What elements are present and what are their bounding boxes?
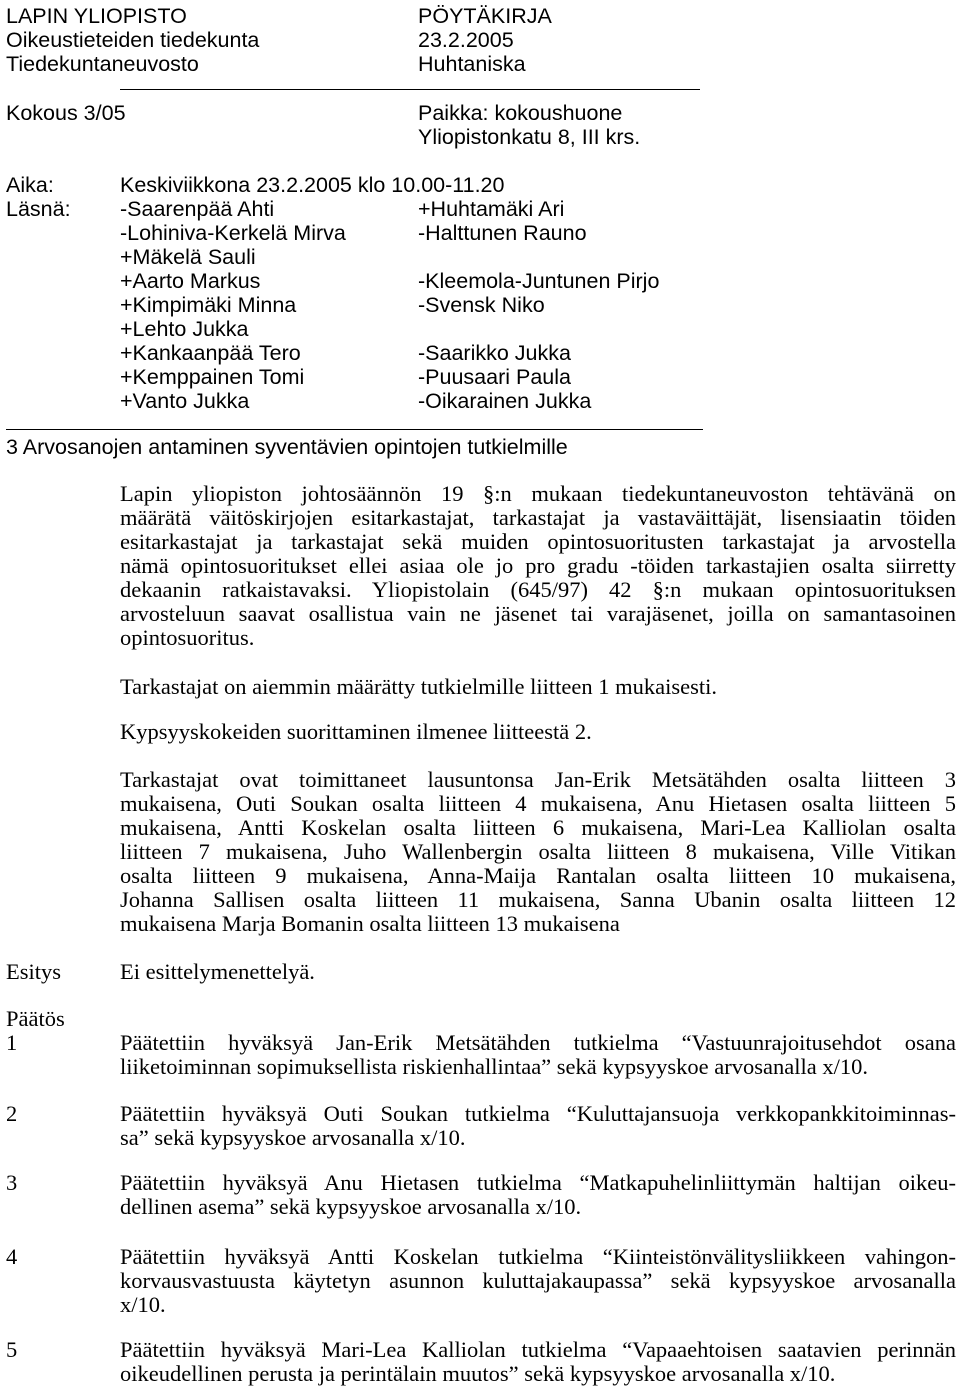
decision-number: 1: [6, 1030, 18, 1055]
decision-item: [120, 1338, 956, 1386]
paragraph-line: Johanna Sallisen osalta liitteen 11 mukaisena, Sanna Ubanin osalta liitteen 12: [120, 887, 956, 912]
attendee-left: -Saarenpää Ahti: [120, 197, 275, 221]
paragraph-line: liitteen 7 mukaisena, Juho Wallenbergin osalta liitteen 8 mukaisena, Ville Vitikan: [120, 839, 956, 864]
attendee-right: +Huhtamäki Ari: [418, 197, 565, 221]
paragraph-line: opintosuoritus.: [120, 625, 255, 650]
decision-line: Päätettiin hyväksyä Antti Koskelan tutkielma “Kiinteistönvälitysliikkeen vahingon-: [120, 1244, 956, 1269]
decision-item: [120, 1031, 956, 1079]
proposal-label: Esitys: [6, 959, 62, 984]
document-type: PÖYTÄKIRJA: [418, 4, 552, 28]
decision-line: x/10.: [120, 1292, 166, 1317]
proposal-text: Ei esittelymenettelyä.: [120, 959, 315, 984]
paragraph-line: mukaisena Marja Bomanin osalta liitteen 13 mukaisena: [120, 911, 620, 936]
decision-line: oikeudellinen perusta ja perintälain muutos” sekä kypsyyskoe arvosanalla x/10.: [120, 1361, 836, 1386]
paragraph-line: nämä opintosuoritukset ellei asiaa ole jo pro gradu -töiden tarkastajien osalta siirretty: [120, 553, 956, 578]
paragraph-line: mukaisena, Antti Koskelan osalta liitteen 6 mukaisena, Mari-Lea Kalliolan osalta: [120, 815, 956, 840]
decision-number: 3: [6, 1170, 18, 1195]
attendee-left: +Mäkelä Sauli: [120, 245, 256, 269]
attendee-right: -Saarikko Jukka: [418, 341, 571, 365]
section-divider: [6, 429, 703, 430]
decision-number: 2: [6, 1101, 18, 1126]
attendee-left: -Lohiniva-Kerkelä Mirva: [120, 221, 346, 245]
attendee-right: -Kleemola-Juntunen Pirjo: [418, 269, 660, 293]
decision-label: Päätös: [6, 1006, 65, 1031]
meeting-number: Kokous 3/05: [6, 101, 126, 125]
paragraph-line: Tarkastajat ovat toimittaneet lausuntonsa Jan-Erik Metsätähden osalta liitteen 3: [120, 767, 956, 792]
decision-line: dellinen asema” sekä kypsyyskoe arvosanalla x/10.: [120, 1194, 582, 1219]
paragraph-examiners: Tarkastajat on aiemmin määrätty tutkielmille liitteen 1 mukaisesti.: [120, 674, 718, 699]
attendee-right: -Oikarainen Jukka: [418, 389, 592, 413]
university-name: LAPIN YLIOPISTO: [6, 4, 187, 28]
paragraph-line: esitarkastajat ja tarkastajat sekä muiden opintosuoritusten tarkastajat ja arvostella: [120, 529, 956, 554]
decision-line: Päätettiin hyväksyä Mari-Lea Kalliolan tutkielma “Vapaaehtoisen saatavien perinnän: [120, 1337, 956, 1362]
meeting-place: Paikka: kokoushuone: [418, 101, 623, 125]
decision-line: Päätettiin hyväksyä Anu Hietasen tutkielma “Matkapuhelinliittymän haltijan oikeu-: [120, 1170, 956, 1195]
decision-number: 4: [6, 1244, 18, 1269]
decision-line: Päätettiin hyväksyä Outi Soukan tutkielma “Kuluttajansuoja verkkopankkitoiminnas-: [120, 1101, 956, 1126]
paragraph-statements: [120, 768, 956, 936]
faculty-name: Oikeustieteiden tiedekunta: [6, 28, 260, 52]
attendee-right: -Halttunen Rauno: [418, 221, 587, 245]
attendee-left: +Kemppainen Tomi: [120, 365, 305, 389]
attendee-right: -Puusaari Paula: [418, 365, 571, 389]
attendee-left: +Kimpimäki Minna: [120, 293, 297, 317]
decision-line: korvausvastuusta käytetyn asunnon kuluttajakaupassa” sekä kypsyyskoe arvosanalla: [120, 1268, 956, 1293]
header-divider: [120, 89, 700, 90]
attendee-left: +Lehto Jukka: [120, 317, 249, 341]
attendee-right: -Svensk Niko: [418, 293, 545, 317]
decision-line: sa” sekä kypsyyskoe arvosanalla x/10.: [120, 1125, 466, 1150]
paragraph-mandate: [120, 482, 956, 650]
paragraph-line: arvosteluun saavat osallistua vain ne jäsenet tai varajäsenet, joilla on samantasoinen: [120, 601, 956, 626]
paragraph-line: määrätä väitöskirjojen esitarkastajat, tarkastajat ja vastaväittäjät, lisensiaatin töiden: [120, 505, 956, 530]
decision-number: 5: [6, 1337, 18, 1362]
section-title: 3 Arvosanojen antaminen syventävien opintojen tutkielmille: [6, 435, 568, 459]
document-date: 23.2.2005: [418, 28, 514, 52]
paragraph-line: mukaisena, Outi Soukan osalta liitteen 4 mukaisena, Anu Hietasen osalta liitteen 5: [120, 791, 956, 816]
decision-line: liiketoiminnan sopimuksellista riskienhallintaa” sekä kypsyyskoe arvosanalla x/10.: [120, 1054, 868, 1079]
attendee-left: +Vanto Jukka: [120, 389, 250, 413]
time-label: Aika:: [6, 173, 54, 197]
paragraph-maturity-tests: Kypsyyskokeiden suorittaminen ilmenee liitteestä 2.: [120, 719, 592, 744]
council-name: Tiedekuntaneuvosto: [6, 52, 199, 76]
decision-item: [120, 1102, 956, 1150]
attendee-left: +Kankaanpää Tero: [120, 341, 301, 365]
time-value: Keskiviikkona 23.2.2005 klo 10.00-11.20: [120, 173, 505, 197]
paragraph-line: dekaanin ratkaistavaksi. Yliopistolain (645/97) 42 §:n mukaan opintosuorituksen: [120, 577, 956, 602]
signatory-name: Huhtaniska: [418, 52, 526, 76]
decision-item: [120, 1245, 956, 1317]
decision-line: Päätettiin hyväksyä Jan-Erik Metsätähden tutkielma “Vastuunrajoitusehdot osana: [120, 1030, 956, 1055]
attendee-left: +Aarto Markus: [120, 269, 261, 293]
paragraph-line: Lapin yliopiston johtosäännön 19 §:n mukaan tiedekuntaneuvoston tehtävänä on: [120, 481, 956, 506]
decision-item: [120, 1171, 956, 1219]
present-label: Läsnä:: [6, 197, 71, 221]
paragraph-line: osalta liitteen 9 mukaisena, Anna-Maija Rantalan osalta liitteen 10 mukaisena,: [120, 863, 956, 888]
meeting-address: Yliopistonkatu 8, III krs.: [418, 125, 641, 149]
